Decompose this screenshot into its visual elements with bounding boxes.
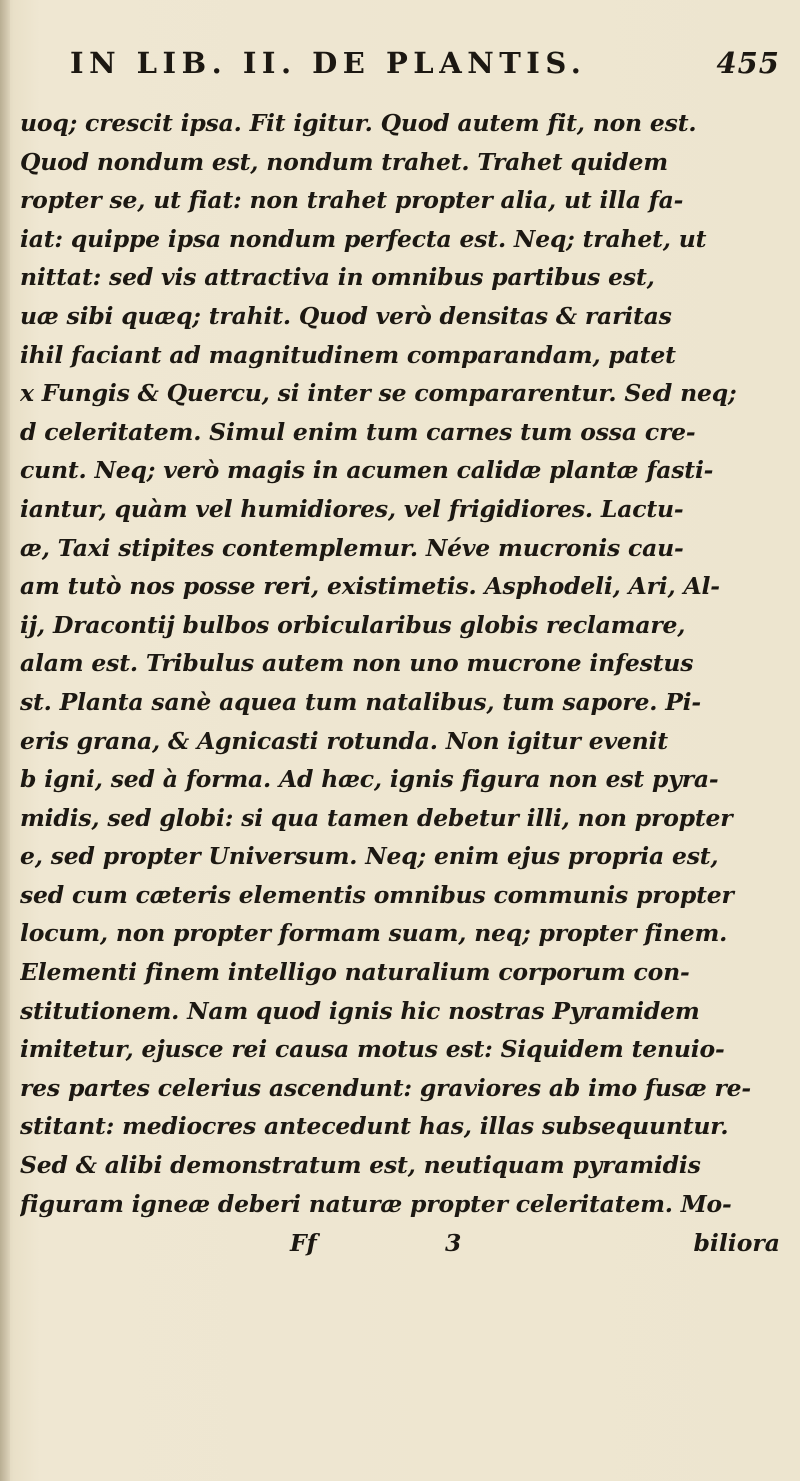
text-body — [20, 104, 788, 1223]
text-line: ihil faciant ad magnitudinem comparandam, patet — [20, 340, 676, 369]
text-line: stitant: mediocres antecedunt has, illas subsequuntur. — [20, 1112, 729, 1141]
text-line: res partes celerius ascendunt: graviores ab imo fusæ re- — [20, 1073, 751, 1102]
text-line: cunt. Neq; verò magis in acumen calidæ plantæ fasti- — [20, 456, 714, 485]
catchword: biliora — [693, 1229, 780, 1258]
text-line: d celeritatem. Simul enim tum carnes tum ossa cre- — [20, 417, 696, 446]
text-line: x Fungis & Quercu, si inter se compararentur. Sed neq; — [20, 379, 737, 408]
text-line: eris grana, & Agnicasti rotunda. Non igitur evenit — [20, 726, 668, 755]
text-line: st. Planta sanè aquea tum natalibus, tum sapore. Pi- — [20, 687, 701, 716]
text-line: imitetur, ejusce rei causa motus est: Siquidem tenuio- — [20, 1035, 725, 1064]
text-line: sed cum cæteris elementis omnibus communis propter — [20, 880, 734, 909]
text-line: ropter se, ut fiat: non trahet propter alia, ut illa fa- — [20, 186, 684, 215]
text-line: nittat: sed vis attractiva in omnibus partibus est, — [20, 263, 655, 292]
text-line: uæ sibi quæq; trahit. Quod verò densitas & raritas — [20, 301, 672, 330]
text-line: Elementi finem intelligo naturalium corporum con- — [20, 958, 690, 987]
signature-number: 3 — [445, 1229, 462, 1258]
signature-mark: Ff — [290, 1229, 317, 1258]
text-line: e, sed propter Universum. Neq; enim ejus propria est, — [20, 842, 719, 871]
text-line: iantur, quàm vel humidiores, vel frigidiores. Lactu- — [20, 494, 684, 523]
page-header — [20, 40, 780, 94]
page-number: 455 — [716, 46, 780, 80]
text-line: midis, sed globi: si qua tamen debetur illi, non propter — [20, 803, 733, 832]
text-line: alam est. Tribulus autem non uno mucrone infestus — [20, 649, 694, 678]
text-line: b igni, sed à forma. Ad hæc, ignis figura non est pyra- — [20, 765, 719, 794]
text-line: Sed & alibi demonstratum est, neutiquam pyramidis — [20, 1151, 701, 1180]
text-line: æ, Taxi stipites contemplemur. Néve mucronis cau- — [20, 533, 684, 562]
text-line: ij, Dracontij bulbos orbicularibus globis reclamare, — [20, 610, 686, 639]
text-line: stitutionem. Nam quod ignis hic nostras Pyramidem — [20, 996, 700, 1025]
text-line: uoq; crescit ipsa. Fit igitur. Quod autem fit, non est. — [20, 109, 697, 137]
text-line: locum, non propter formam suam, neq; propter finem. — [20, 919, 728, 948]
text-line: iat: quippe ipsa nondum perfecta est. Neq; trahet, ut — [20, 224, 707, 253]
binding-gutter — [0, 0, 10, 1481]
text-line: Quod nondum est, nondum trahet. Trahet quidem — [20, 147, 668, 176]
running-head: IN LIB. II. DE PLANTIS. — [70, 46, 587, 80]
page-footer — [20, 1225, 780, 1261]
text-line: figuram igneæ deberi naturæ propter celeritatem. Mo- — [20, 1189, 732, 1218]
text-line: am tutò nos posse reri, existimetis. Asphodeli, Ari, Al- — [20, 572, 720, 601]
